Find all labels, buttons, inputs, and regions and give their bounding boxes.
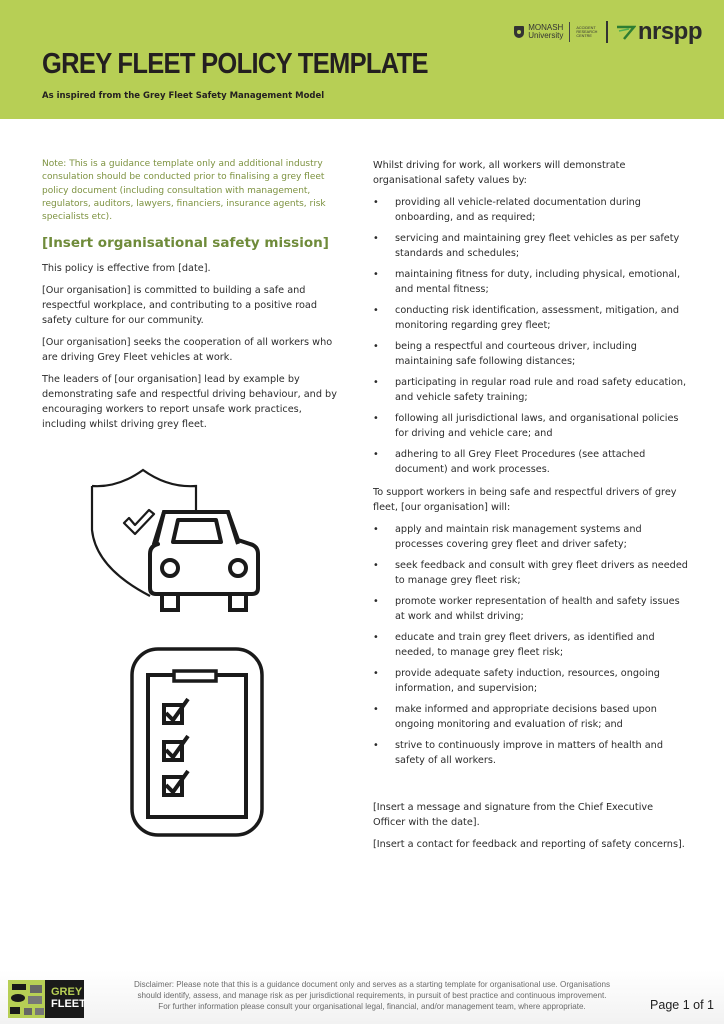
grey-fleet-logo: [8, 980, 84, 1018]
list-item-text: educate and train grey fleet drivers, as identified and needed, to manage grey fleet risk;: [395, 632, 655, 658]
bullet: •: [373, 305, 379, 316]
paragraph: [Our organisation] seeks the cooperation of all workers who are driving Grey Fleet vehicles at work.: [42, 337, 333, 364]
list-item: [373, 558, 688, 588]
monash-crest-icon: [514, 26, 524, 38]
list-item-text: participating in regular road rule and road safety education, and vehicle safety training;: [395, 377, 687, 403]
shield-car-icon: [88, 468, 278, 618]
list-item-text: servicing and maintaining grey fleet vehicles as per safety standards and schedules;: [395, 233, 680, 259]
list-item: [373, 411, 688, 441]
bullet: •: [373, 233, 379, 244]
checkbox-icon: [164, 736, 188, 760]
list-item: [373, 375, 688, 405]
list-item: [373, 630, 688, 660]
list-item: [373, 339, 688, 369]
list-item-text: strive to continuously improve in matters of health and safety of all workers.: [395, 740, 663, 766]
list-item: [373, 522, 688, 552]
list-item-text: promote worker representation of health and safety issues at work and whilst driving;: [395, 596, 680, 622]
arc-line-1: ACCIDENT: [576, 25, 596, 30]
list-item: [373, 231, 688, 261]
checkbox-icon: [164, 699, 188, 723]
clipboard-checklist-icon: [128, 645, 268, 840]
worker-values-list: [373, 195, 688, 477]
bullet: •: [373, 449, 379, 460]
list-item: [373, 738, 688, 768]
bullet: •: [373, 524, 379, 535]
bullet: •: [373, 560, 379, 571]
mission-heading: [Insert organisational safety mission]: [42, 235, 329, 252]
list-item-text: apply and maintain risk management systems and processes covering grey fleet and driver safety;: [395, 524, 642, 550]
arc-logo: [576, 26, 600, 39]
list-item-text: providing all vehicle-related documentation during onboarding, and as required;: [395, 197, 641, 223]
page-title: GREY FLEET POLICY TEMPLATE: [42, 48, 428, 80]
right-column: [373, 158, 688, 859]
arc-line-3: CENTRE: [576, 34, 592, 39]
logo-divider: [606, 21, 608, 43]
support-intro: To support workers in being safe and respectful drivers of grey fleet, [our organisation] will:: [373, 487, 677, 513]
list-item-text: maintaining fitness for duty, including physical, emotional, and mental fitness;: [395, 269, 681, 295]
logo-divider: [569, 22, 570, 42]
checkbox-icon: [164, 771, 188, 795]
bullet: •: [373, 740, 379, 751]
paragraph: [Our organisation] is committed to building a safe and respectful workplace, and contributing to a positive road safety culture for our community.: [42, 285, 317, 327]
disclaimer: [112, 979, 632, 1013]
bullet: •: [373, 341, 379, 352]
list-item: [373, 702, 688, 732]
monash-name: MONASH: [528, 23, 564, 32]
list-item-text: make informed and appropriate decisions based upon ongoing monitoring and evaluation of risk; and: [395, 704, 657, 730]
bullet: •: [373, 668, 379, 679]
list-item: [373, 447, 688, 477]
page-subtitle: As inspired from the Grey Fleet Safety Management Model: [42, 91, 325, 101]
list-item: [373, 666, 688, 696]
bullet: •: [373, 596, 379, 607]
bullet: •: [373, 413, 379, 424]
nrspp-text: nrspp: [637, 18, 702, 45]
list-item-text: conducting risk identification, assessment, mitigation, and monitoring regarding grey fleet;: [395, 305, 680, 331]
ceo-message-placeholder: [Insert a message and signature from the Chief Executive Officer with the date].: [373, 802, 654, 828]
monash-university: University: [528, 31, 564, 40]
paragraph: This policy is effective from [date].: [42, 263, 211, 275]
monash-logo: [514, 24, 563, 40]
bullet: •: [373, 269, 379, 280]
contact-placeholder: [Insert a contact for feedback and reporting of safety concerns].: [373, 839, 685, 850]
nrspp-logo: [616, 18, 702, 46]
bullet: •: [373, 377, 379, 388]
arc-line-2: RESEARCH: [576, 29, 598, 34]
list-item: [373, 195, 688, 225]
list-item-text: seek feedback and consult with grey fleet drivers as needed to manage grey fleet risk;: [395, 560, 688, 586]
bullet: •: [373, 632, 379, 643]
list-item: [373, 303, 688, 333]
header-banner: [0, 0, 724, 119]
logo-grey: GREY: [51, 986, 83, 998]
guidance-note: Note: This is a guidance template only and additional industry consulation should be conducted prior to finalising a grey fleet policy document (including consultation with management, regulators, auditors, lawyers, financiers, insurance agents, risk specialists etc).: [42, 159, 326, 223]
page-number: Page 1 of 1: [650, 998, 714, 1012]
organisation-commitments-list: [373, 522, 688, 768]
values-intro: Whilst driving for work, all workers will demonstrate organisational safety values by:: [373, 160, 626, 186]
bullet: •: [373, 704, 379, 715]
list-item-text: being a respectful and courteous driver, including maintaining safe following distances;: [395, 341, 637, 367]
bullet: •: [373, 197, 379, 208]
partner-logos: [514, 17, 702, 47]
vehicles-pattern-icon: [8, 980, 45, 1018]
left-column: [42, 158, 342, 439]
disclaimer-line: should identify, assess, and manage risk as per jurisdictional requirements, in pursuit of best practice and continuous improvement.: [137, 991, 607, 1001]
disclaimer-line: For further information please consult your organisational legal, financial, and/or management team, where appropriate.: [158, 1002, 586, 1012]
paragraph: The leaders of [our organisation] lead by example by demonstrating safe and respectful driving behaviour, and by encouraging workers to report unsafe work practices, including whilst driving grey fleet.: [42, 374, 337, 431]
list-item: [373, 267, 688, 297]
nrspp-arrow-icon: [616, 24, 636, 40]
list-item-text: provide adequate safety induction, resources, ongoing information, and supervision;: [395, 668, 660, 694]
list-item-text: following all jurisdictional laws, and organisational policies for driving and vehicle care; and: [395, 413, 679, 439]
logo-fleet: FLEET: [51, 998, 86, 1010]
list-item-text: adhering to all Grey Fleet Procedures (see attached document) and work processes.: [395, 449, 646, 475]
disclaimer-line: Disclaimer: Please note that this is a guidance document only and serves as a starting template for organisational use. Organisations: [134, 980, 610, 989]
footer: [0, 970, 724, 1024]
list-item: [373, 594, 688, 624]
